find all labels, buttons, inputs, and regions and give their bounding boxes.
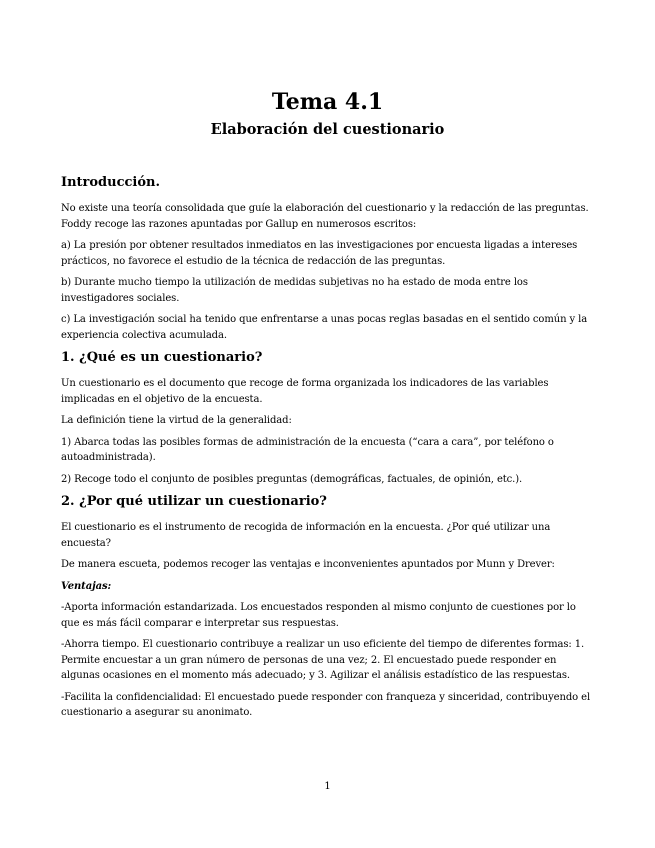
page-number: 1 [324,781,331,792]
page-title: Tema 4.1 [271,89,384,115]
intro-paragraph-3: b) Durante mucho tiempo la utilización de medidas subjetivas no ha estado de moda entre los investigadores sociales. [61,277,528,304]
section-2-paragraph-1: El cuestionario es el instrumento de recogida de información en la encuesta. ¿Por qué utilizar una encuesta? [61,522,551,549]
page-subtitle: Elaboración del cuestionario [210,121,445,138]
intro-paragraph-1: No existe una teoría consolidada que guíe la elaboración del cuestionario y la redacción de las preguntas. Foddy recoge las razones apuntadas por Gallup en numerosos escritos: [61,203,589,230]
document-body [61,174,595,727]
ventaja-2: -Ahorra tiempo. El cuestionario contribuye a realizar un uso eficiente del tiempo de diferentes formas: 1. Permite encuestar a un gran número de personas de una vez; 2. El encuestado puede responder en algunas ocasiones en el momento más adecuado; y 3. Agilizar el análisis estadístico de las respuestas. [61,639,585,681]
section-1-paragraph-1: Un cuestionario es el documento que recoge de forma organizada los indicadores de las variables implicadas en el objetivo de la encuesta. [61,378,549,405]
section-1-paragraph-4: 2) Recoge todo el conjunto de posibles preguntas (demográficas, factuales, de opinión, etc.). [61,473,523,485]
section-1-heading: 1. ¿Qué es un cuestionario? [61,350,263,365]
ventaja-3: -Facilita la confidencialidad: El encuestado puede responder con franqueza y sinceridad, contribuyendo el cuestionario a asegurar su anonimato. [61,691,591,718]
section-2-heading: 2. ¿Por qué utilizar un cuestionario? [61,494,327,509]
intro-paragraph-2: a) La presión por obtener resultados inmediatos en las investigaciones por encuesta ligadas a intereses prácticos, no favorece el estudio de la técnica de redacción de las preguntas. [61,240,578,267]
section-1-paragraph-2: La definición tiene la virtud de la generalidad: [61,415,292,426]
ventaja-1: -Aporta información estandarizada. Los encuestados responden al mismo conjunto de cuestiones por lo que es más fácil comparar e interpretar sus respuestas. [61,602,576,629]
section-2-paragraph-2: De manera escueta, podemos recoger las ventajas e inconvenientes apuntados por Munn y Drever: [61,559,555,570]
intro-heading: Introducción. [61,175,161,190]
section-1-paragraph-3: 1) Abarca todas las posibles formas de administración de la encuesta (“cara a cara”, por teléfono o autoadministrada). [61,436,554,463]
ventajas-label: Ventajas: [61,580,112,592]
intro-paragraph-4: c) La investigación social ha tenido que enfrentarse a unas pocas reglas basadas en el sentido común y la experiencia colectiva acumulada. [61,314,588,341]
